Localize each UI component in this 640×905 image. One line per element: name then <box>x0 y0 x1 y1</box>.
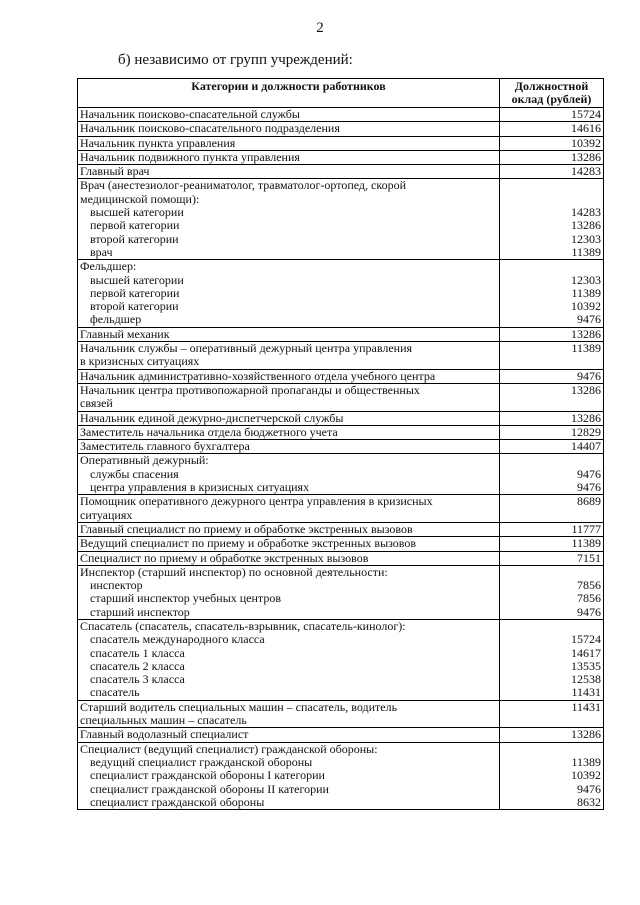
category-label: Главный водолазный специалист <box>80 728 249 742</box>
subcategory-label: ведущий специалист гражданской обороны <box>90 755 313 769</box>
salary-cell <box>500 454 604 495</box>
salary-value <box>502 260 601 273</box>
table-row <box>78 700 604 728</box>
salary-cell <box>500 522 604 536</box>
salary-cell <box>500 700 604 728</box>
table-row <box>78 454 604 495</box>
salary-value <box>502 509 601 522</box>
salary-value: 12303 <box>571 273 601 287</box>
category-label: Врач (анестезиолог-реаниматолог, травматолог-ортопед, скорой <box>80 179 406 193</box>
salary-value: 10392 <box>571 769 601 783</box>
salary-cell <box>500 150 604 164</box>
category-cell <box>78 551 500 565</box>
category-label: Фельдшер: <box>80 260 137 274</box>
salary-cell <box>500 565 604 619</box>
salary-cell <box>500 260 604 327</box>
category-label: ситуациях <box>80 508 133 522</box>
salary-value: 14617 <box>571 646 601 660</box>
table-row <box>78 411 604 425</box>
table-row <box>78 165 604 179</box>
table-row <box>78 565 604 619</box>
subcategory-label: специалист гражданской обороны II категории <box>90 782 329 796</box>
category-cell <box>78 369 500 383</box>
subcategory-label: спасатель <box>90 686 140 700</box>
salary-cell <box>500 108 604 122</box>
table-row <box>78 342 604 370</box>
salary-value: 9476 <box>577 467 601 481</box>
salary-value: 7151 <box>577 551 601 565</box>
salary-value: 14407 <box>571 440 601 454</box>
header-category: Категории и должности работников <box>78 79 500 108</box>
subcategory-label: спасатель 1 класса <box>90 646 185 660</box>
salary-value: 9476 <box>577 369 601 383</box>
salary-value: 11389 <box>571 755 601 769</box>
category-cell <box>78 342 500 370</box>
category-label: Специалист (ведущий специалист) гражданской обороны: <box>80 742 378 756</box>
salary-value: 12829 <box>571 425 601 439</box>
subcategory-label: второй категории <box>90 300 179 314</box>
header-salary: Должностной оклад (рублей) <box>500 79 604 108</box>
salary-value: 13286 <box>571 327 601 341</box>
category-label: Спасатель (спасатель, спасатель-взрывник, спасатель-кинолог): <box>80 619 406 633</box>
subcategory-label: высшей категории <box>90 273 184 287</box>
subcategory-label: высшей категории <box>90 206 184 220</box>
category-cell <box>78 522 500 536</box>
category-cell <box>78 122 500 136</box>
category-cell <box>78 700 500 728</box>
salary-cell <box>500 369 604 383</box>
salary-value: 14283 <box>571 206 601 220</box>
subcategory-label: старший инспектор учебных центров <box>90 592 281 606</box>
salary-value: 15724 <box>571 633 601 647</box>
category-cell <box>78 425 500 439</box>
table-row <box>78 440 604 454</box>
category-label: Заместитель начальника отдела бюджетного учета <box>80 425 338 439</box>
category-cell <box>78 108 500 122</box>
category-cell <box>78 728 500 742</box>
category-label: Главный врач <box>80 165 150 179</box>
category-cell <box>78 454 500 495</box>
table-row <box>78 425 604 439</box>
salary-cell <box>500 327 604 341</box>
page-number: 2 <box>316 20 324 36</box>
salary-value: 14283 <box>571 165 601 179</box>
salary-value: 13286 <box>571 383 601 397</box>
salary-value: 14616 <box>571 122 601 136</box>
category-label: Начальник пункта управления <box>80 136 236 150</box>
category-cell <box>78 440 500 454</box>
subcategory-label: первой категории <box>90 219 180 233</box>
category-label: Главный специалист по приему и обработке экстренных вызовов <box>80 522 413 536</box>
category-label: Начальник административно-хозяйственного отдела учебного центра <box>80 369 436 383</box>
category-cell <box>78 179 500 260</box>
salary-value: 13286 <box>571 150 601 164</box>
category-label: Главный механик <box>80 327 170 341</box>
category-cell <box>78 495 500 523</box>
salary-value: 11389 <box>571 286 601 300</box>
table-body <box>78 108 604 810</box>
table-row <box>78 179 604 260</box>
category-label: Инспектор (старший инспектор) по основной деятельности: <box>80 565 388 579</box>
subcategory-label: спасатель 2 класса <box>90 659 185 673</box>
salary-value: 8689 <box>577 495 601 509</box>
salary-value: 11389 <box>571 342 601 356</box>
salary-cell <box>500 165 604 179</box>
category-cell <box>78 165 500 179</box>
subcategory-label: старший инспектор <box>90 605 190 619</box>
subcategory-label: центра управления в кризисных ситуациях <box>90 481 310 495</box>
table-row <box>78 522 604 536</box>
category-cell <box>78 136 500 150</box>
salary-value: 11777 <box>571 522 601 536</box>
category-label: Оперативный дежурный: <box>80 454 209 468</box>
subcategory-label: врач <box>90 245 113 259</box>
category-label: специальных машин – спасатель <box>80 714 247 728</box>
salary-value: 9476 <box>577 782 601 796</box>
category-cell <box>78 383 500 411</box>
salary-cell <box>500 136 604 150</box>
category-label: медицинской помощи): <box>80 192 200 206</box>
salary-value <box>502 743 601 756</box>
salary-cell <box>500 425 604 439</box>
category-label: Начальник поисково-спасательной службы <box>80 108 300 121</box>
subcategory-label: фельдшер <box>90 313 142 327</box>
salary-value: 9476 <box>577 313 601 327</box>
salary-value: 13286 <box>571 411 601 425</box>
category-label: Начальник центра противопожарной пропаганды и общественных <box>80 383 420 397</box>
subcategory-label: инспектор <box>90 579 143 593</box>
table-row <box>78 369 604 383</box>
salary-value: 15724 <box>571 108 601 121</box>
category-label: Ведущий специалист по приему и обработке экстренных вызовов <box>80 537 417 551</box>
subcategory-label: специалист гражданской обороны <box>90 795 265 809</box>
salary-value: 12538 <box>571 673 601 687</box>
salary-value <box>502 714 601 727</box>
subcategory-label: спасатель 3 класса <box>90 673 185 687</box>
table-header-row <box>78 79 604 108</box>
table-row <box>78 150 604 164</box>
subcategory-label: второй категории <box>90 232 179 246</box>
salary-cell <box>500 440 604 454</box>
salary-value: 8632 <box>577 795 601 809</box>
table-row <box>78 383 604 411</box>
salary-value <box>502 355 601 368</box>
table-row <box>78 728 604 742</box>
salary-cell <box>500 551 604 565</box>
table-row <box>78 619 604 700</box>
subcategory-label: первой категории <box>90 286 180 300</box>
salary-value: 11389 <box>571 537 601 551</box>
category-cell <box>78 260 500 327</box>
salary-cell <box>500 122 604 136</box>
salary-value: 12303 <box>571 232 601 246</box>
table-row <box>78 260 604 327</box>
salary-value <box>502 454 601 467</box>
table-row <box>78 122 604 136</box>
category-cell <box>78 150 500 164</box>
salary-cell <box>500 383 604 411</box>
table-row <box>78 327 604 341</box>
salary-cell <box>500 619 604 700</box>
category-label: Начальник поисково-спасательного подразделения <box>80 122 340 136</box>
salary-cell <box>500 179 604 260</box>
salary-value: 11431 <box>571 686 601 700</box>
salary-value: 11431 <box>571 700 601 714</box>
subcategory-label: спасатель международного класса <box>90 633 265 647</box>
salary-value <box>502 193 601 206</box>
salary-cell <box>500 728 604 742</box>
subcategory-label: специалист гражданской обороны I категории <box>90 769 325 783</box>
salary-value: 13286 <box>571 728 601 742</box>
salary-value: 9476 <box>577 481 601 495</box>
category-label: в кризисных ситуациях <box>80 355 200 369</box>
category-label: Заместитель главного бухгалтера <box>80 440 250 454</box>
salary-cell <box>500 411 604 425</box>
salary-value: 13535 <box>571 659 601 673</box>
salary-value <box>502 397 601 410</box>
category-cell <box>78 411 500 425</box>
salary-value <box>502 620 601 633</box>
category-cell <box>78 327 500 341</box>
salary-value: 9476 <box>577 605 601 619</box>
salary-cell <box>500 742 604 809</box>
salary-value: 7856 <box>577 592 601 606</box>
category-cell <box>78 565 500 619</box>
table-row <box>78 537 604 551</box>
salary-value: 10392 <box>571 136 601 150</box>
salary-value: 11389 <box>571 245 601 259</box>
section-heading: б) независимо от групп учреждений: <box>118 52 353 68</box>
salary-value <box>502 179 601 192</box>
category-cell <box>78 742 500 809</box>
salary-cell <box>500 537 604 551</box>
subcategory-label: службы спасения <box>90 467 179 481</box>
category-label: связей <box>80 397 113 411</box>
category-label: Начальник службы – оперативный дежурный центра управления <box>80 342 413 356</box>
salary-value: 7856 <box>577 579 601 593</box>
category-label: Старший водитель специальных машин – спасатель, водитель <box>80 700 398 714</box>
salary-cell <box>500 342 604 370</box>
category-label: Начальник подвижного пункта управления <box>80 150 300 164</box>
salary-value: 13286 <box>571 219 601 233</box>
table-row <box>78 495 604 523</box>
salary-value <box>502 566 601 579</box>
category-label: Начальник единой дежурно-диспетчерской службы <box>80 411 344 425</box>
table-row <box>78 742 604 809</box>
table-row <box>78 108 604 122</box>
category-label: Специалист по приему и обработке экстренных вызовов <box>80 551 369 565</box>
table-row <box>78 136 604 150</box>
salary-table <box>77 78 604 810</box>
category-label: Помощник оперативного дежурного центра управления в кризисных <box>80 495 433 509</box>
category-cell <box>78 537 500 551</box>
salary-cell <box>500 495 604 523</box>
table-row <box>78 551 604 565</box>
category-cell <box>78 619 500 700</box>
salary-value: 10392 <box>571 300 601 314</box>
